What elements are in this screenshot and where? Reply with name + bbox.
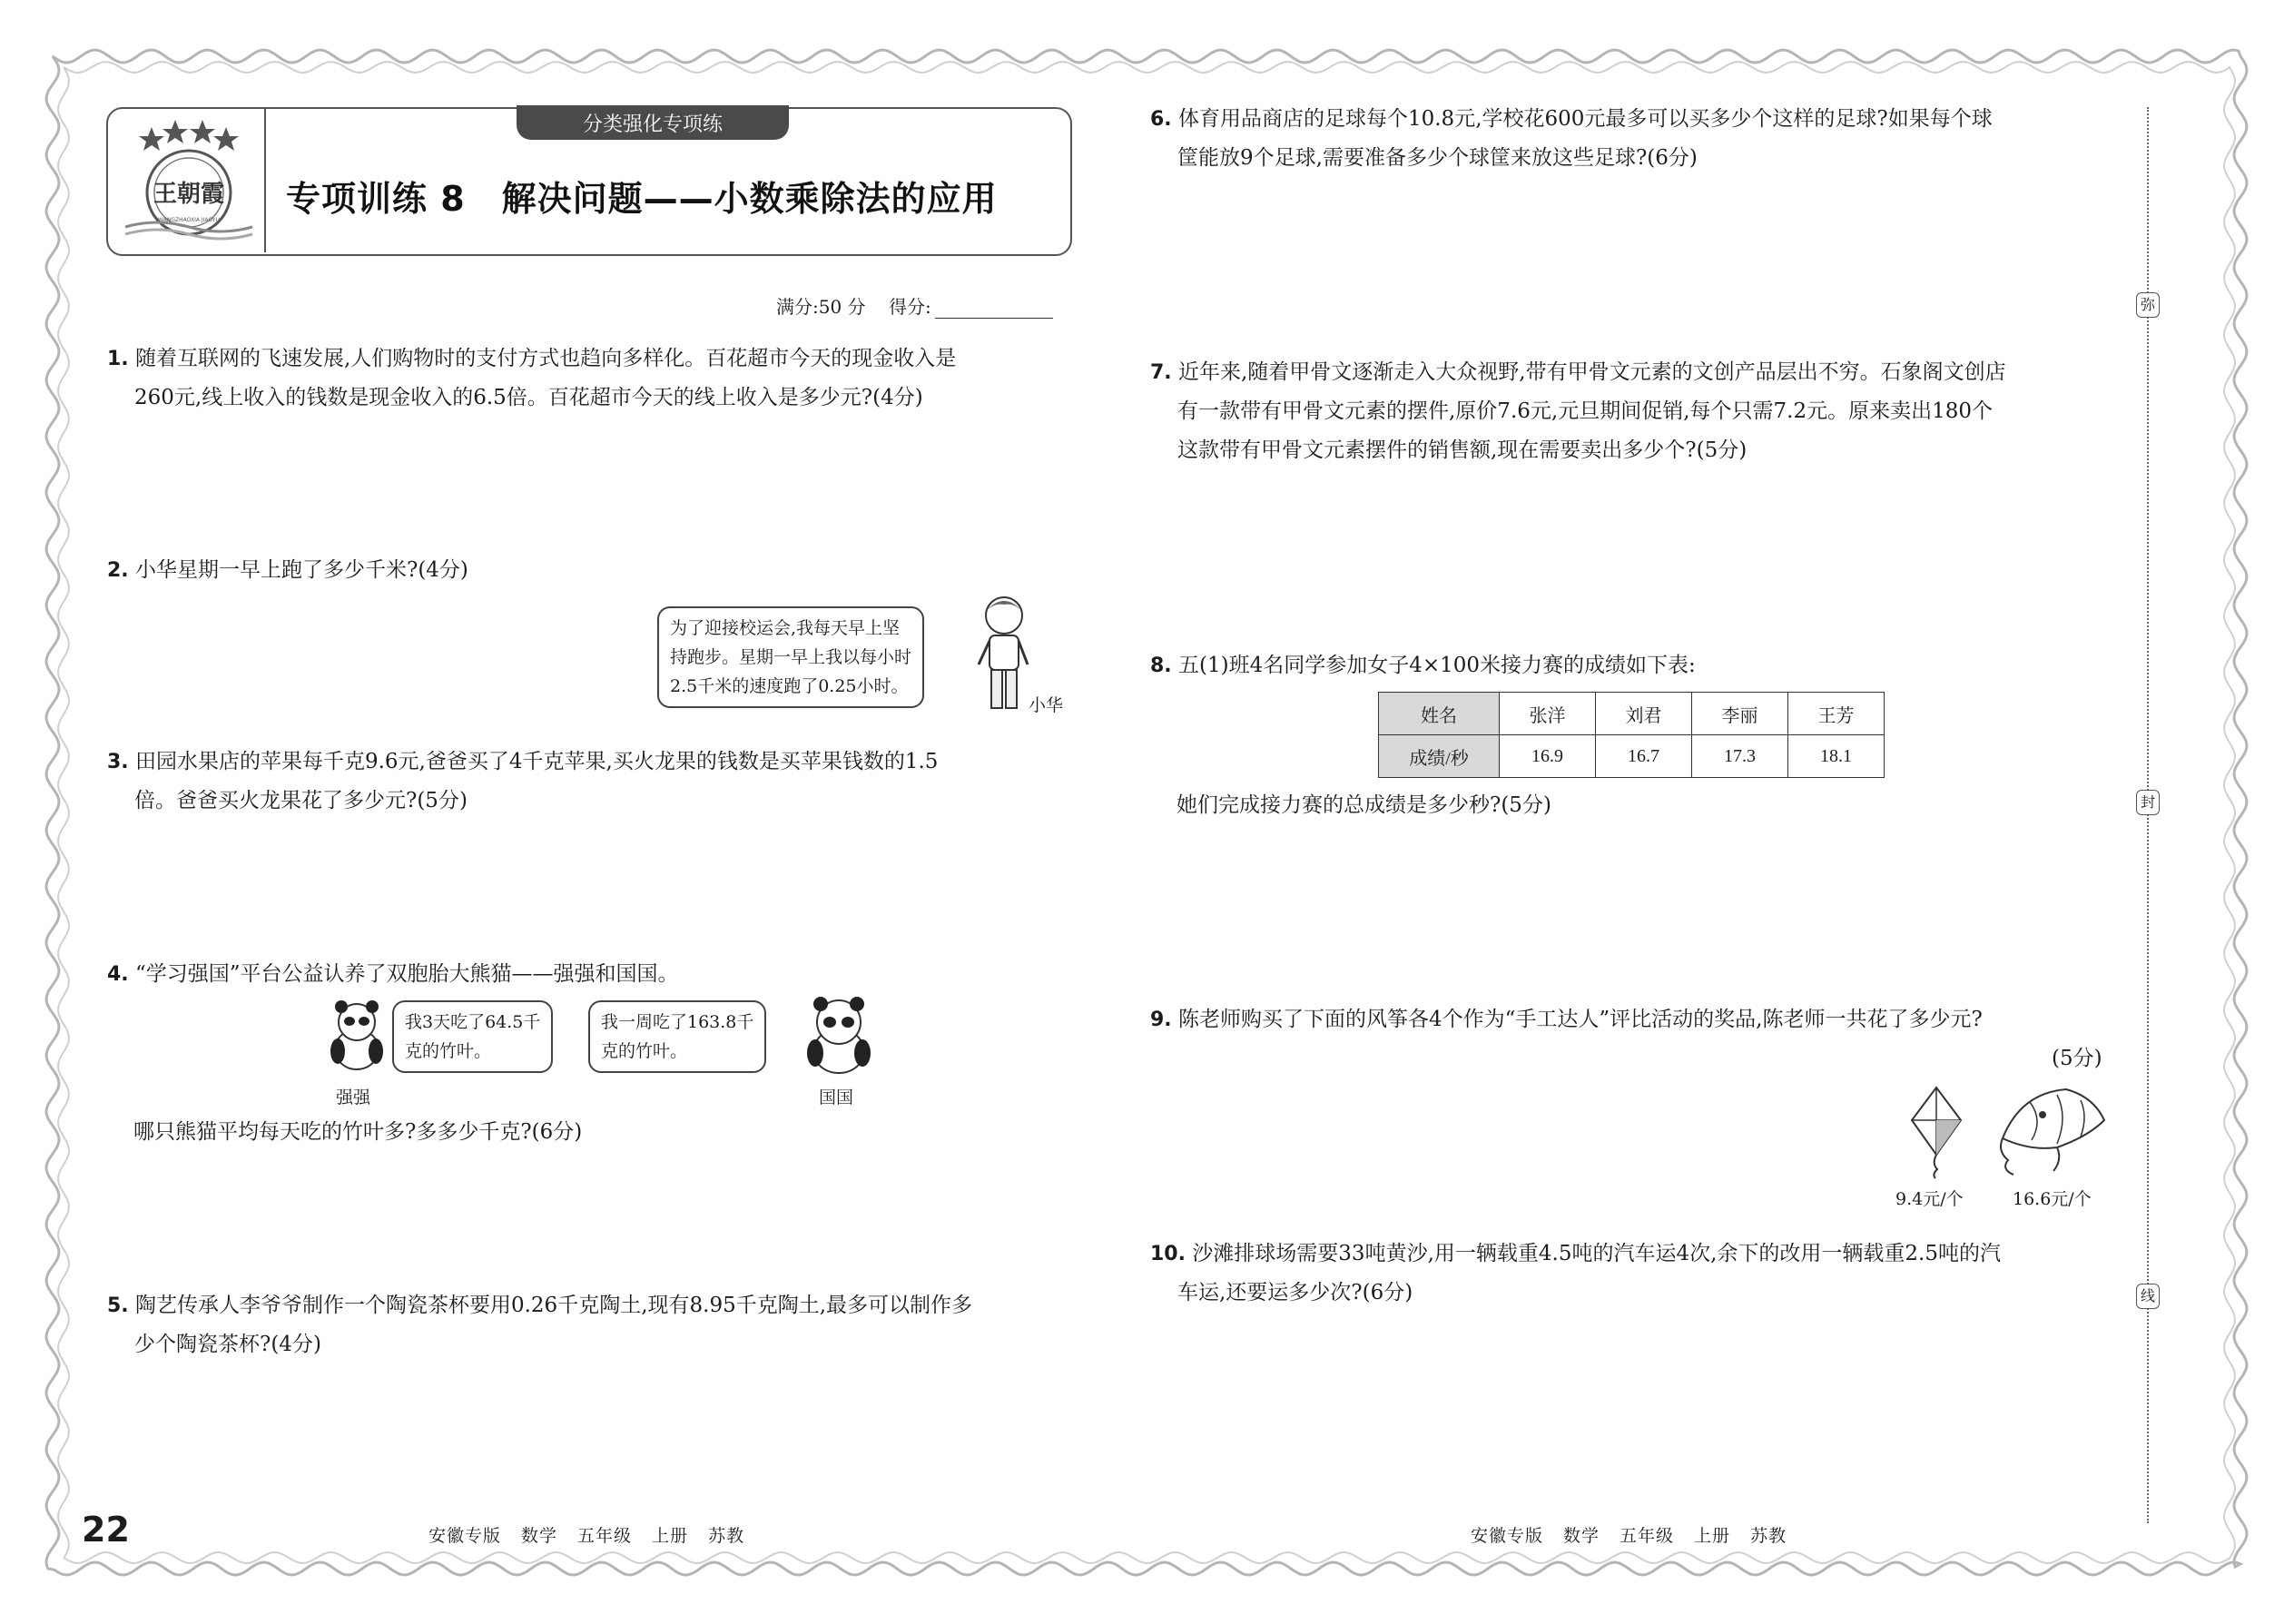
footer-publisher: 苏教 xyxy=(708,1526,745,1546)
table-cell: 王芳 xyxy=(1788,693,1885,735)
question-9-points: (5分) xyxy=(2052,1047,2102,1070)
question-text: 陶艺传承人李爷爷制作一个陶瓷茶杯要用0.26千克陶土,现有8.95千克陶土,最多可以制作多 xyxy=(134,1294,973,1317)
question-text: 陈老师购买了下面的风筝各4个作为“手工达人”评比活动的奖品,陈老师一共花了多少元? xyxy=(1177,1008,1983,1031)
page-title xyxy=(286,171,998,221)
question-7 xyxy=(1150,353,2006,470)
question-text: 小华星期一早上跑了多少千米?(4分) xyxy=(134,558,468,582)
footer-subject: 数学 xyxy=(521,1526,558,1546)
bubble-line: 克的竹叶。 xyxy=(601,1041,688,1061)
table-cell: 李丽 xyxy=(1692,693,1788,735)
bubble-line: 克的竹叶。 xyxy=(405,1041,492,1061)
question-text: 少个陶瓷茶杯?(4分) xyxy=(134,1333,321,1356)
footer-grade: 五年级 xyxy=(1620,1526,1675,1546)
table-cell: 18.1 xyxy=(1788,735,1885,778)
question-4-ask: 哪只熊猫平均每天吃的竹叶多?多多少千克?(6分) xyxy=(133,1120,583,1144)
question-text: 车运,还要运多少次?(6分) xyxy=(1177,1281,1413,1304)
question-2 xyxy=(107,551,468,590)
seal-mark-2: 封 xyxy=(2136,790,2160,815)
question-text: 五(1)班4名同学参加女子4×100米接力赛的成绩如下表: xyxy=(1177,654,1696,677)
question-number: 7. xyxy=(1150,361,1172,384)
question-3 xyxy=(107,743,938,821)
score-label: 得分: xyxy=(888,296,931,318)
full-score: 满分:50 分 xyxy=(776,296,866,318)
brand-logo xyxy=(121,120,257,243)
table-cell: 16.9 xyxy=(1500,735,1596,778)
bubble-line: 我一周吃了163.8千 xyxy=(601,1012,754,1032)
footer-volume: 上册 xyxy=(1694,1526,1731,1546)
footer-left xyxy=(428,1522,764,1547)
diamond-kite-price: 9.4元/个 xyxy=(1895,1189,1964,1209)
question-text: 随着互联网的飞速发展,人们购物时的支付方式也趋向多样化。百花超市今天的现金收入是 xyxy=(134,347,957,370)
panda-guoguo-illustration xyxy=(802,995,875,1077)
qiangqiang-caption: 强强 xyxy=(336,1088,371,1107)
question-10 xyxy=(1150,1235,2001,1313)
score-blank[interactable] xyxy=(935,300,1053,319)
title-training-number: 专项训练 8 xyxy=(286,179,466,219)
table-header-cell: 姓名 xyxy=(1379,693,1500,735)
header-divider xyxy=(264,109,266,252)
question-4 xyxy=(107,955,679,994)
question-text: 倍。爸爸买火龙果花了多少元?(5分) xyxy=(134,789,468,812)
footer-subject: 数学 xyxy=(1563,1526,1600,1546)
footer-edition: 安徽专版 xyxy=(428,1526,502,1546)
table-cell: 16.7 xyxy=(1596,735,1692,778)
question-number: 6. xyxy=(1150,108,1172,131)
relay-results-table xyxy=(1378,692,1885,778)
question-9 xyxy=(1150,1000,1983,1039)
xiaohua-caption: 小华 xyxy=(1029,695,1064,715)
question-text: 体育用品商店的足球每个10.8元,学校花600元最多可以买多少个这样的足球?如果每个球 xyxy=(1177,107,1993,131)
question-6 xyxy=(1150,100,1993,178)
question-number: 1. xyxy=(107,348,129,370)
title-header xyxy=(106,107,1072,256)
table-header-cell: 成绩/秒 xyxy=(1379,735,1500,778)
diamond-kite-illustration xyxy=(1905,1084,1968,1179)
question-8 xyxy=(1150,646,1696,685)
logo-subtext: WANGZHAOXIA JIAOYU xyxy=(158,217,220,223)
table-cell: 刘君 xyxy=(1596,693,1692,735)
question-text: 沙滩排球场需要33吨黄沙,用一辆载重4.5吨的汽车运4次,余下的改用一辆载重2.5吨的汽 xyxy=(1192,1242,2001,1265)
question-number: 5. xyxy=(107,1294,129,1317)
footer-right xyxy=(1471,1522,1807,1547)
bubble-line: 我3天吃了64.5千 xyxy=(405,1012,541,1032)
question-text: 筐能放9个足球,需要准备多少个球筐来放这些足球?(6分) xyxy=(1177,146,1698,170)
question-number: 9. xyxy=(1150,1009,1172,1031)
footer-edition: 安徽专版 xyxy=(1471,1526,1544,1546)
question-text: 这款带有甲骨文元素摆件的销售额,现在需要卖出多少个?(5分) xyxy=(1177,438,1748,462)
seal-dotted-line xyxy=(2147,107,2149,1523)
question-text: 260元,线上收入的钱数是现金收入的6.5倍。百花超市今天的线上收入是多少元?(4分) xyxy=(134,386,923,409)
score-line xyxy=(776,292,1053,319)
category-banner: 分类强化专项练 xyxy=(517,105,789,140)
question-5 xyxy=(107,1286,972,1364)
question-8-ask: 她们完成接力赛的总成绩是多少秒?(5分) xyxy=(1177,793,1551,817)
title-topic: 解决问题——小数乘除法的应用 xyxy=(501,179,998,219)
table-cell: 17.3 xyxy=(1692,735,1788,778)
footer-publisher: 苏教 xyxy=(1750,1526,1787,1546)
seal-mark-3: 线 xyxy=(2136,1284,2160,1309)
fish-kite-price: 16.6元/个 xyxy=(2013,1189,2092,1209)
table-cell: 张洋 xyxy=(1500,693,1596,735)
question-text: 田园水果店的苹果每千克9.6元,爸爸买了4千克苹果,买火龙果的钱数是买苹果钱数的1.5 xyxy=(134,750,939,773)
xiaohua-speech-bubble xyxy=(657,606,924,708)
panda-qiangqiang-illustration xyxy=(325,999,389,1071)
guoguo-speech-bubble xyxy=(588,1000,766,1073)
bubble-line: 为了迎接校运会,我每天早上坚 xyxy=(670,618,901,638)
seal-mark-1: 弥 xyxy=(2136,292,2160,318)
boy-illustration xyxy=(971,592,1035,719)
table-row xyxy=(1379,693,1885,735)
question-number: 8. xyxy=(1150,655,1172,677)
footer-grade: 五年级 xyxy=(577,1526,633,1546)
question-number: 10. xyxy=(1150,1243,1186,1265)
fish-kite-illustration xyxy=(1994,1084,2112,1179)
bubble-line: 持跑步。星期一早上我以每小时 xyxy=(670,647,912,667)
table-row xyxy=(1379,735,1885,778)
qiangqiang-speech-bubble xyxy=(392,1000,553,1073)
guoguo-caption: 国国 xyxy=(819,1088,854,1107)
question-text: 有一款带有甲骨文元素的摆件,原价7.6元,元旦期间促销,每个只需7.2元。原来卖出180个 xyxy=(1177,399,1993,423)
question-number: 3. xyxy=(107,751,129,773)
page-number: 22 xyxy=(82,1510,130,1550)
question-number: 4. xyxy=(107,963,129,986)
question-1 xyxy=(107,340,956,418)
question-text: 近年来,随着甲骨文逐渐走入大众视野,带有甲骨文元素的文创产品层出不穷。石象阁文创店 xyxy=(1177,360,2006,384)
question-text: “学习强国”平台公益认养了双胞胎大熊猫——强强和国国。 xyxy=(134,962,679,986)
bubble-line: 2.5千米的速度跑了0.25小时。 xyxy=(670,676,909,696)
footer-volume: 上册 xyxy=(652,1526,689,1546)
logo-text: 王朝霞 xyxy=(153,181,225,208)
question-number: 2. xyxy=(107,559,129,582)
